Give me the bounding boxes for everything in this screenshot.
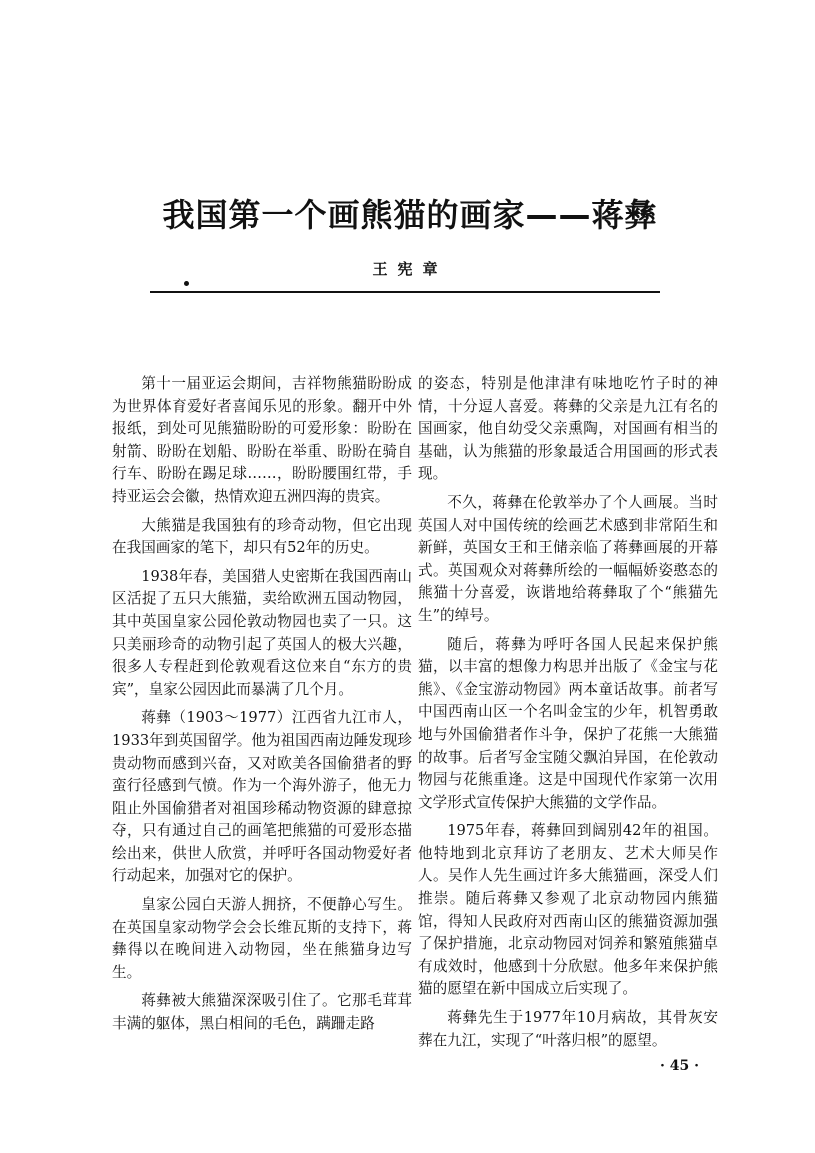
paragraph: 第十一届亚运会期间，吉祥物熊猫盼盼成为世界体育爱好者喜闻乐见的形象。翻开中外报纸，到处可见熊猫盼盼的可爱形象：盼盼在射箭、盼盼在划船、盼盼在举重、盼盼在骑自行车、盼盼在踢足球……，盼盼腰围红带，手持亚运会会徽，热情欢迎五洲四海的贵宾。 (112, 375, 412, 505)
paragraph-continued: 的姿态，特别是他津津有味地吃竹子时的神情，十分逗人喜爱。蒋彝的父亲是九江有名的国画家，他自幼受父亲熏陶，对国画有相当的基础，认为熊猫的形象最适合用国画的形式表现。 (418, 375, 718, 483)
paragraph: 大熊猫是我国独有的珍奇动物，但它出现在我国画家的笔下，却只有52年的历史。 (112, 516, 412, 557)
paragraph: 随后，蒋彝为呼吁各国人民起来保护熊猫，以丰富的想像力构思并出版了《金宝与花熊》、《金宝游动物园》两本童话故事。前者写中国西南山区一个名叫金宝的少年，机智勇敢地与外国偷猎者作斗争，保护了花熊一大熊猫的故事。后者写金宝随父飘泊异国，在伦敦动物园与花熊重逢。这是中国现代作家第一次用文学形式宣传保护大熊猫的文学作品。 (418, 635, 718, 811)
author-name: 王宪章 (372, 260, 448, 278)
article-title: 我国第一个画熊猫的画家——蒋彝 (162, 196, 658, 234)
paragraph: 1938年春，美国猎人史密斯在我国西南山区活捉了五只大熊猫，卖给欧洲五国动物园，其中英国皇家公园伦敦动物园也卖了一只。这只美丽珍奇的动物引起了英国人的极大兴趣，很多人专程赶到伦敦观看这位来自“东方的贵宾”，皇家公园因此而暴满了几个月。 (112, 567, 412, 698)
paragraph: 蒋彝先生于1977年10月病故，其骨灰安葬在九江，实现了“叶落归根”的愿望。 (418, 1009, 718, 1049)
right-column (418, 373, 718, 1058)
title-divider (150, 291, 660, 293)
left-column (112, 373, 412, 1042)
paragraph: 不久，蒋彝在伦敦举办了个人画展。当时英国人对中国传统的绘画艺术感到非常陌生和新鲜，英国女王和王储亲临了蒋彝画展的开幕式。英国观众对蒋彝所绘的一幅幅娇姿憨态的熊猫十分喜爱，诙谐地给蒋彝取了个“熊猫先生”的绰号。 (418, 493, 718, 624)
decorative-dot (184, 281, 189, 286)
paragraph: 蒋彝（1903～1977）江西省九江市人，1933年到英国留学。他为祖国西南边陲发现珍贵动物而感到兴奋，又对欧美各国偷猎者的野蛮行径感到气愤。作为一个海外游子，他无力阻止外国偷猎者对祖国珍稀动物资源的肆意掠夺，只有通过自己的画笔把熊猫的可爱形态描绘出来，供世人欣赏，并呼吁各国动物爱好者行动起来，加强对它的保护。 (112, 709, 412, 885)
paragraph: 皇家公园白天游人拥挤，不便静心写生。在英国皇家动物学会会长维瓦斯的支持下，蒋彝得以在晚间进入动物园，坐在熊猫身边写生。 (112, 896, 412, 981)
page-number: · 45 · (660, 1058, 699, 1074)
paragraph: 1975年春，蒋彝回到阔别42年的祖国。他特地到北京拜访了老朋友、艺术大师吴作人。吴作人先生画过许多大熊猫画，深受人们推崇。随后蒋彝又参观了北京动物园内熊猫馆，得知人民政府对西南山区的熊猫资源加强了保护措施，北京动物园对饲养和繁殖熊猫卓有成效时，他感到十分欣慰。他多年来保护熊猫的愿望在新中国成立后实现了。 (418, 822, 718, 998)
paragraph: 蒋彝被大熊猫深深吸引住了。它那毛茸茸丰满的躯体，黑白相间的毛色，蹒跚走路 (112, 992, 412, 1033)
